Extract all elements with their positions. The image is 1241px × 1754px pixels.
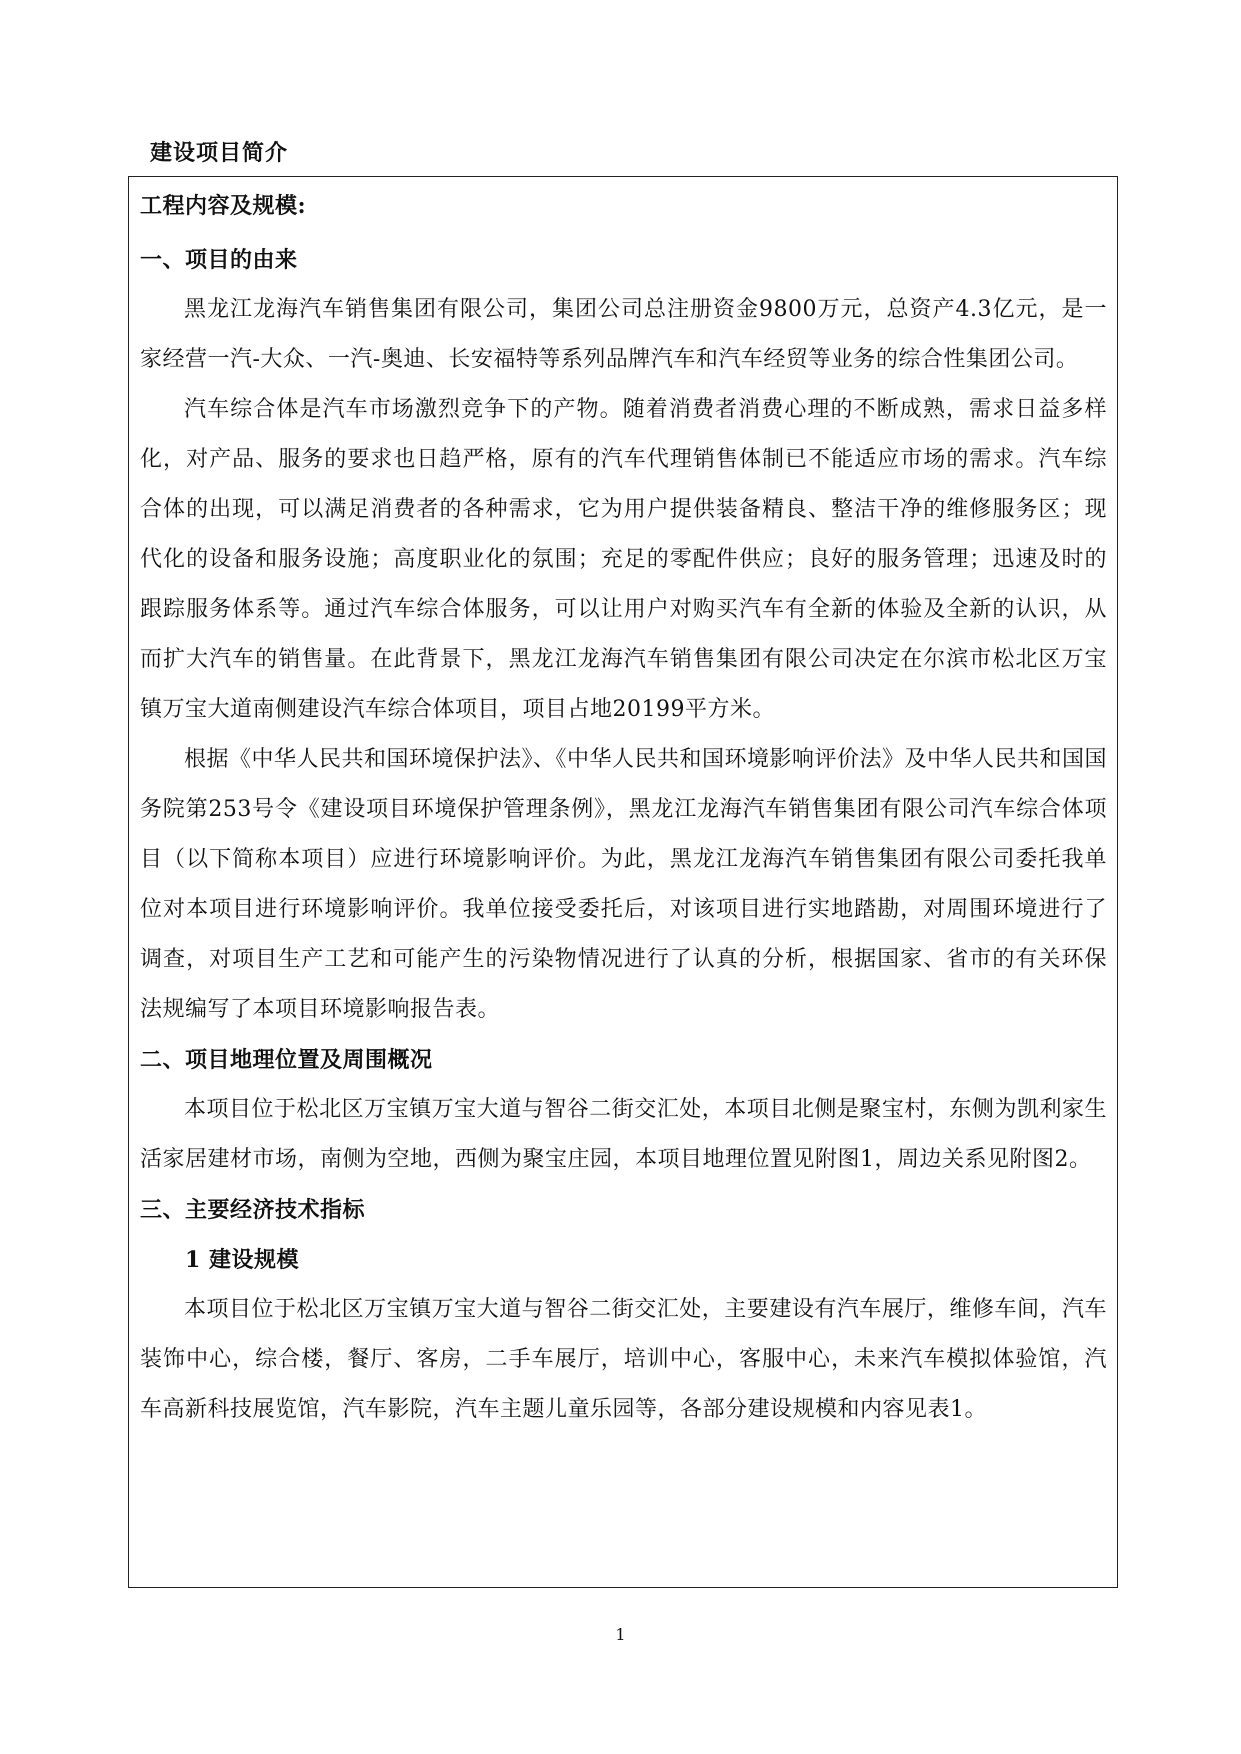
paragraph: 黑龙江龙海汽车销售集团有限公司，集团公司总注册资金9800万元，总资产4.3亿元，是一家经营一汽-大众、一汽-奥迪、长安福特等系列品牌汽车和汽车经贸等业务的综合性集团公司。 [140,297,1107,372]
section-heading-location: 二、项目地理位置及周围概况 [140,1047,433,1073]
section-heading-indicators: 三、主要经济技术指标 [140,1197,366,1223]
section-heading-origin: 一、项目的由来 [140,247,298,273]
section-header: 工程内容及规模: [140,193,307,219]
paragraph: 本项目位于松北区万宝镇万宝大道与智谷二街交汇处，本项目北侧是聚宝村，东侧为凯利家生活家居建材市场，南侧为空地，西侧为聚宝庄园，本项目地理位置见附图1，周边关系见附图2。 [140,1097,1107,1172]
subsection-heading-scale: 1 建设规模 [185,1247,299,1273]
page-number: 1 [615,1625,626,1644]
paragraph: 汽车综合体是汽车市场激烈竞争下的产物。随着消费者消费心理的不断成熟，需求日益多样化，对产品、服务的要求也日趋严格，原有的汽车代理销售体制已不能适应市场的需求。汽车综合体的出现，可以满足消费者的各种需求，它为用户提供装备精良、整洁干净的维修服务区；现代化的设备和服务设施；高度职业化的氛围；充足的零配件供应；良好的服务管理；迅速及时的跟踪服务体系等。通过汽车综合体服务，可以让用户对购买汽车有全新的体验及全新的认识，从而扩大汽车的销售量。在此背景下，黑龙江龙海汽车销售集团有限公司决定在尔滨市松北区万宝镇万宝大道南侧建设汽车综合体项目，项目占地20199平方米。 [140,397,1107,722]
document-title: 建设项目简介 [150,140,289,166]
paragraph: 根据《中华人民共和国环境保护法》、《中华人民共和国环境影响评价法》及中华人民共和国国务院第253号令《建设项目环境保护管理条例》，黑龙江龙海汽车销售集团有限公司汽车综合体项目（以下简称本项目）应进行环境影响评价。为此，黑龙江龙海汽车销售集团有限公司委托我单位对本项目进行环境影响评价。我单位接受委托后，对该项目进行实地踏勘，对周围环境进行了调查，对项目生产工艺和可能产生的污染物情况进行了认真的分析，根据国家、省市的有关环保法规编写了本项目环境影响报告表。 [140,747,1108,1022]
paragraph: 本项目位于松北区万宝镇万宝大道与智谷二街交汇处，主要建设有汽车展厅，维修车间，汽车装饰中心，综合楼，餐厅、客房，二手车展厅，培训中心，客服中心，未来汽车模拟体验馆，汽车高新科技展览馆，汽车影院，汽车主题儿童乐园等，各部分建设规模和内容见表1。 [140,1297,1107,1422]
content-frame [128,176,1118,1588]
